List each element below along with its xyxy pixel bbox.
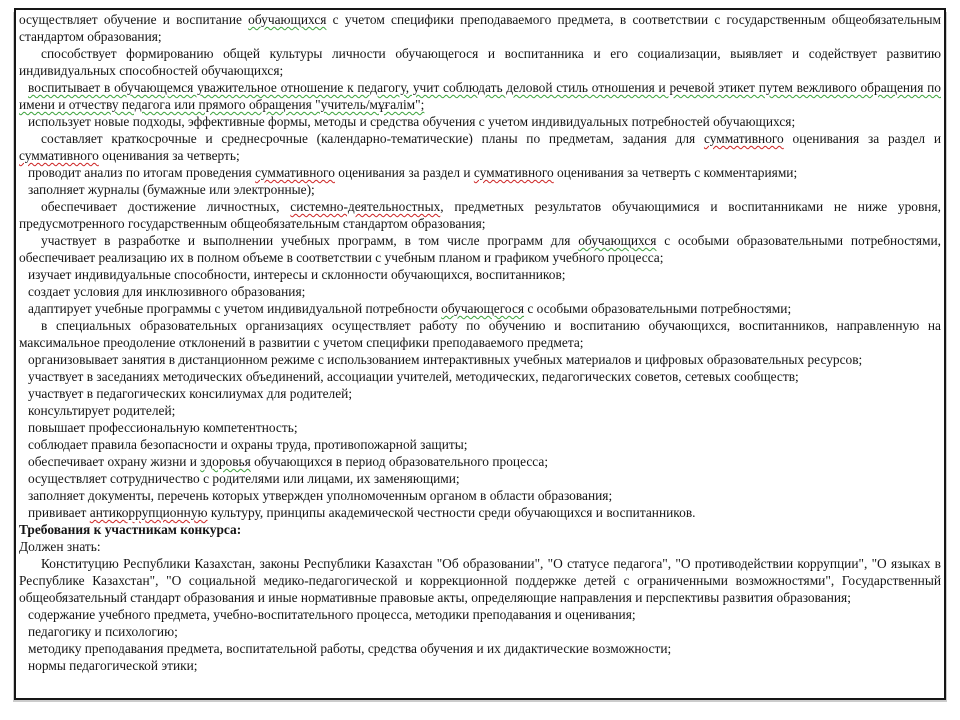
text-segment: создает условия для инклюзивного образования; [28, 284, 306, 299]
grammar-underlined-text: обучающегося [441, 301, 525, 316]
paragraph [19, 385, 941, 402]
paragraph [19, 555, 941, 606]
text-segment: организовывает занятия в дистанционном режиме с использованием интерактивных учебных материалов и цифровых образовательных ресурсов; [28, 352, 863, 367]
text-segment: обучающихся в период образовательного процесса; [250, 454, 549, 469]
grammar-underlined-text: обучающихся [248, 12, 327, 27]
paragraph [19, 351, 941, 368]
spelling-underlined-text: системно-деятельностных [290, 199, 441, 214]
paragraph [19, 606, 941, 623]
text-segment: с особыми образовательными потребностями, обеспечивает реализацию их в полном объеме в соответствии с учебным планом и графиком учебного процесса; [19, 233, 941, 265]
text-segment: оценивания за четверть; [98, 148, 240, 163]
paragraph [19, 130, 941, 164]
paragraph [19, 317, 941, 351]
text-segment: осуществляет сотрудничество с родителями или лицами, их заменяющими; [28, 471, 460, 486]
paragraph [19, 623, 941, 640]
paragraph [19, 436, 941, 453]
text-segment: участвует в заседаниях методических объединений, ассоциации учителей, методических, педагогических советов, сетевых сообществ; [28, 369, 799, 384]
section-heading [19, 521, 941, 538]
paragraph [19, 181, 941, 198]
grammar-underlined-text: здоровья [200, 454, 251, 469]
paragraph [19, 470, 941, 487]
text-segment: Должен знать: [19, 539, 101, 554]
paragraph [19, 45, 941, 79]
paragraph [19, 419, 941, 436]
paragraph [19, 11, 941, 45]
text-segment: с особыми образовательными потребностями; [524, 301, 792, 316]
text-segment: заполняет документы, перечень которых утвержден уполномоченным органом в области образования; [28, 488, 613, 503]
text-segment: обеспечивает охрану жизни и [28, 454, 201, 469]
text-segment: методику преподавания предмета, воспитательной работы, средства обучения и их дидактические возможности; [28, 641, 672, 656]
paragraph [19, 198, 941, 232]
text-segment: культуру, принципы академической честности среди обучающихся и воспитанников. [207, 505, 696, 520]
text-segment: заполняет журналы (бумажные или электронные); [28, 182, 315, 197]
text-segment: составляет краткосрочные и среднесрочные (календарно-тематические) планы по предметам, задания для [41, 131, 704, 146]
text-segment: , предметных результатов обучающимися и воспитанниками не ниже уровня, предусмотренного государственным общеобязательным стандартом образования; [19, 199, 941, 231]
paragraph [19, 453, 941, 470]
text-segment: Конституцию Республики Казахстан, законы Республики Казахстан "Об образовании", "О статусе педагога", "О противодействии коррупции", "О языках в Республике Казахстан", "О социальной медико-педагогической и коррекционной поддержке детей с ограниченными возможностями", Государственный общеобязательный стандарт образования и иные нормативные правовые акты, определяющие направления и перспективы развития образования; [19, 556, 941, 605]
paragraph [19, 504, 941, 521]
text-segment: консультирует родителей; [28, 403, 176, 418]
text-segment: прививает [28, 505, 90, 520]
text-segment: участвует в педагогических консилиумах для родителей; [28, 386, 353, 401]
paragraph [19, 300, 941, 317]
text-segment: проводит анализ по итогам проведения [28, 165, 256, 180]
text-segment: оценивания за четверть с комментариями; [553, 165, 798, 180]
text-segment: соблюдает правила безопасности и охраны труда, противопожарной защиты; [28, 437, 468, 452]
paragraph [19, 164, 941, 181]
spelling-underlined-text: суммативного [473, 165, 554, 180]
text-segment: с учетом специфики преподаваемого предмета, в соответствии с государственным общеобязательным стандартом образования; [19, 12, 941, 44]
text-segment: способствует формированию общей культуры личности обучающегося и воспитанника и его социализации, выявляет и содействует развитию индивидуальных способностей обучающихся; [19, 46, 941, 78]
paragraph [19, 232, 941, 266]
paragraph [19, 402, 941, 419]
spelling-underlined-text: суммативного [703, 131, 784, 146]
text-segment: осуществляет обучение и воспитание [19, 12, 249, 27]
grammar-underlined-text: воспитывает в обучающемся уважительное отношение к педагогу, учит соблюдать деловой стиль отношения и речевой этикет путем вежливого обращения по имени и отчеству педагога или прямого обращения "учитель/мұғалім"; [19, 80, 941, 112]
spelling-underlined-text: суммативного [255, 165, 335, 180]
document-page[interactable] [14, 8, 946, 700]
grammar-underlined-text: обучающихся [578, 233, 657, 248]
paragraph [19, 538, 941, 555]
paragraph [19, 368, 941, 385]
text-segment: в специальных образовательных организациях осуществляет работу по обучению и воспитанию обучающихся, воспитанников, направленную на максимальное преодоление отклонений в развитии с учетом специфики преподаваемого предмета; [19, 318, 941, 350]
text-segment: участвует в разработке и выполнении учебных программ, в том числе программ для [41, 233, 579, 248]
paragraph [19, 113, 941, 130]
text-segment: нормы педагогической этики; [28, 658, 198, 673]
text-segment: повышает профессиональную компетентность; [28, 420, 298, 435]
paragraph [19, 283, 941, 300]
text-segment: педагогику и психологию; [28, 624, 178, 639]
text-segment: использует новые подходы, эффективные формы, методы и средства обучения с учетом индивидуальных потребностей обучающихся; [28, 114, 796, 129]
text-segment: содержание учебного предмета, учебно-воспитательного процесса, методики преподавания и оценивания; [28, 607, 636, 622]
spelling-underlined-text: антикоррупционную [89, 505, 208, 520]
text-segment: оценивания за раздел и [783, 131, 941, 146]
text-segment: изучает индивидуальные способности, интересы и склонности обучающихся, воспитанников; [28, 267, 566, 282]
document-body [19, 11, 941, 674]
paragraph [19, 266, 941, 283]
paragraph [19, 640, 941, 657]
text-segment: оценивания за раздел и [334, 165, 474, 180]
text-segment: адаптирует учебные программы с учетом индивидуальной потребности [28, 301, 442, 316]
spelling-underlined-text: суммативного [19, 148, 99, 163]
paragraph [19, 79, 941, 113]
paragraph [19, 657, 941, 674]
paragraph [19, 487, 941, 504]
text-segment: обеспечивает достижение личностных, [41, 199, 291, 214]
text-segment: Требования к участникам конкурса: [19, 522, 242, 537]
